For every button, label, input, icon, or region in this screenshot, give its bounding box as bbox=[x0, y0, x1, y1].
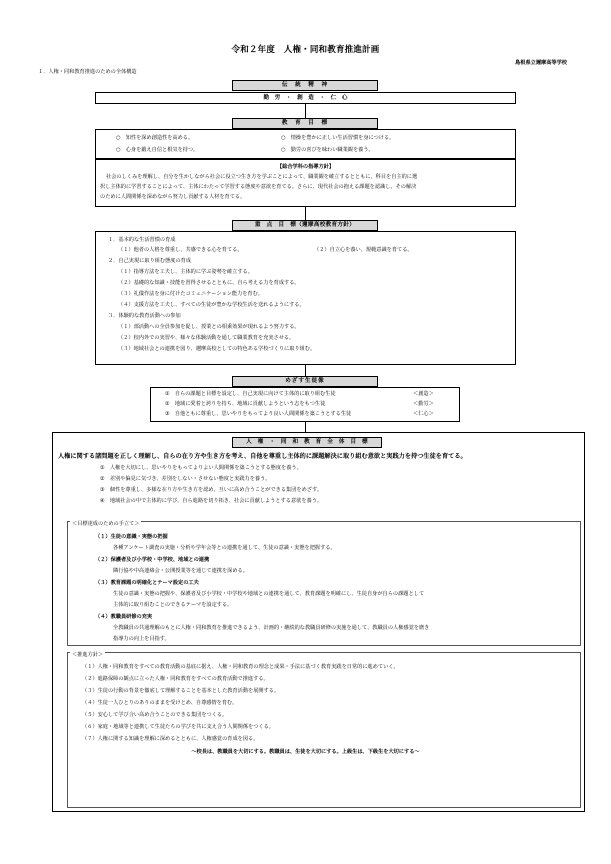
promo-item: （６）家庭・地域等と連携して生徒たちの学びを共に支え合う人間関係をつくる。 bbox=[82, 724, 274, 730]
means-text: 隣行協や中高連絡会・公開授業等を通じて連携を深める。 bbox=[113, 568, 248, 574]
promo-item: （１）人権・同和教育をすべての教育活動の基底に据え、人権・同和教育の理念と成果・手法に基づく教育実践を日常的に進めていく。 bbox=[82, 664, 399, 670]
human-rights-lead: 人権に関する諸問題を正しく理解し、自らの在り方や生き方を考え、自他を尊重し主体的に課題解決に取り組む意欲と実践力を持つ生徒を育てる。 bbox=[58, 453, 467, 460]
priority-box bbox=[95, 231, 516, 365]
connector-line bbox=[305, 365, 306, 376]
priority-line: （１）指導方法を工夫し、主体的に学ぶ姿勢を確立する。 bbox=[118, 269, 253, 275]
ideal-item: ③ 自他ともに尊重し、思いやりをもってより良い人間関係を築こうとする生徒 bbox=[165, 411, 352, 417]
means-text: 指導力の向上を目指す。 bbox=[113, 636, 170, 642]
priority-line: ３．体験的な教育活動への参加 bbox=[108, 313, 181, 319]
priority-line: （３）地域社会との連携を図り、邇摩高校としての特色ある学校づくりに取り組む。 bbox=[118, 346, 316, 352]
means-title: （４）教職員研修の充実 bbox=[95, 614, 153, 620]
slogan: ～校長は、教職員を大切にする。教職員は、生徒を大切にする。上級生は、下級生を大切にする～ bbox=[191, 749, 420, 755]
promo-item: （４）生徒一人ひとりのありのままを受けとめ、自尊感情を育む。 bbox=[82, 700, 238, 706]
means-title: （３）教育課題の明確化とテーマ設定の工夫 bbox=[95, 580, 199, 586]
school-name: 島根県立邇摩高等学校 bbox=[515, 60, 567, 66]
priority-line: （２）校内外での実習や、様々な体験活動を通して職業教育を充実させる。 bbox=[118, 335, 295, 341]
priority-line: （３）礼儀作法を身に付けたコミュニケーション能力を育む。 bbox=[118, 291, 263, 297]
connector-line bbox=[305, 104, 306, 118]
means-text: 各種アンケート調査の実施・分析や学年会等との連携を通して、生徒の意識・実態を把握する。 bbox=[113, 545, 336, 551]
promo-item: （７）人権に関する知識を理解に深めるとともに、人権感覚の育成を図る。 bbox=[82, 736, 259, 742]
priority-line: （１）他者の人格を尊重し、共感できる心を育てる。 bbox=[118, 247, 243, 253]
priority-line: １．基本的な生活習慣の育成 bbox=[108, 237, 176, 243]
promo-heading: ＜推進方針＞ bbox=[72, 652, 104, 658]
hr-goal-item: ③ 個性を尊重し、多様な在り方や生き方を認め、互いに高め合うことができる集団をめざす。 bbox=[100, 487, 322, 493]
ideal-item: ① 自らの課題と目標を設定し、自己実現に向けて主体的に取り組む生徒 bbox=[165, 391, 336, 397]
connector-line bbox=[305, 207, 306, 220]
policy-line: のために人間関係を深めながら努力し貢献する人材を育てる。 bbox=[100, 194, 246, 200]
means-title: （２）保護者及び小学校・中学校、地域との連携 bbox=[95, 557, 210, 563]
hr-goal-item: ① 人権を大切にし、思いやりをもってよりよい人間関係を築こうとする態度を養う。 bbox=[100, 465, 302, 471]
means-title: （１）生徒の意識・実態の把握 bbox=[95, 534, 168, 540]
means-heading: ＜目標達成のための手立て＞ bbox=[72, 521, 140, 527]
means-text: 主体的に取り組むことのできるテーマを設定する。 bbox=[113, 602, 233, 608]
goals-heading: 教 育 目 標 bbox=[232, 118, 378, 129]
ideal-heading: めざす生徒像 bbox=[232, 376, 378, 387]
promo-item: （５）安心して学び合い高め合うことのできる集団をつくる。 bbox=[82, 712, 228, 718]
promo-item: （２）進路保障の観点に立った人権・同和教育をすべての教育活動で推進する。 bbox=[82, 676, 269, 682]
means-text: 全教職員の共通理解のもとに人権・同和教育を推進できるよう、計画的・継続的な教職員研修の実施を通して、教職員の人権感覚を磨き bbox=[113, 625, 430, 631]
priority-line: （１）部活動への全員参加を促し、授業との相乗効果が現れるよう努力する。 bbox=[118, 324, 300, 330]
priority-heading: 重 点 目 標（邇摩高校教育方針） bbox=[232, 220, 378, 231]
ideal-tag: ＜仁心＞ bbox=[413, 411, 434, 417]
goal-item: ○ 知性を深め創造性を高める。 bbox=[116, 135, 194, 141]
priority-line: （２）自立心を養い、規範意識を育てる。 bbox=[314, 247, 413, 253]
ideal-tag: ＜勤労＞ bbox=[413, 401, 434, 407]
means-text: 生徒の意識・実態の把握や、保護者及び小学校・中学校や地域との連携を通して、教育課題を明確にし、生徒自身が自らの課題として bbox=[113, 591, 425, 597]
goal-item: ○ 心身を鍛え自信と根気を持つ。 bbox=[116, 147, 199, 153]
goal-item: ○ 勤労の喜びを味わい職業観を養う。 bbox=[281, 147, 374, 153]
connector-line bbox=[305, 422, 306, 432]
policy-line: 社会のしくみを理解し、自分を生かしながら社会に役立つ生き方を学ぶことによって、職業観を確立するとともに、科目を自主的に選 bbox=[106, 174, 418, 180]
ideal-tag: ＜創造＞ bbox=[413, 391, 434, 397]
policy-heading: 【総合学科の指導方針】 bbox=[276, 164, 335, 170]
priority-line: （２）基礎的な知識・技能を習得させるとともに、自ら考える力を育成する。 bbox=[118, 280, 300, 286]
goals-box bbox=[95, 129, 516, 159]
policy-line: 択し主体的に学習することによって、主体にわたって学習する態度や意欲を育てる。さらに、現代社会の抱える課題を認識し、その解決 bbox=[100, 184, 417, 190]
section-heading: １．人権・同和教育推進のための全体構造 bbox=[38, 69, 137, 75]
priority-line: （４）支援方法を工夫し、すべての生徒が豊かな学校生活を送れるようにする。 bbox=[118, 302, 305, 308]
spirit-heading: 伝 統 精 神 bbox=[232, 80, 378, 91]
human-rights-heading: 人 権 ・ 同 和 教 育 全 体 目 標 bbox=[232, 437, 382, 448]
goal-item: ○ 情操を豊かに正しい生活習慣を身につける。 bbox=[281, 135, 395, 141]
spirit-value-box bbox=[95, 92, 516, 104]
policy-box bbox=[95, 159, 516, 207]
ideal-box bbox=[150, 387, 460, 422]
hr-goal-item: ④ 地域社会の中で主体的に学び、自ら進路を切り拓き、社会に貢献しようとする意欲を養う。 bbox=[100, 498, 323, 504]
ideal-item: ② 地域に愛着と誇りを持ち、地域に貢献しようという志をもつ生徒 bbox=[165, 401, 326, 407]
promo-item: （３）生徒の行動の背景を徹底して理解することを基本とした教育活動を展開する。 bbox=[82, 688, 280, 694]
hr-goal-item: ② 差別や偏見に気づき、差別をしない・させない態度と実践力を養う。 bbox=[100, 476, 271, 482]
priority-line: ２．自己実現に取り組む態度の育成 bbox=[108, 258, 192, 264]
spirit-value: 勤 労 ・ 創 造 ・ 仁 心 bbox=[263, 95, 348, 101]
page-title: 令和２年度 人権・同和教育推進計画 bbox=[231, 45, 380, 55]
